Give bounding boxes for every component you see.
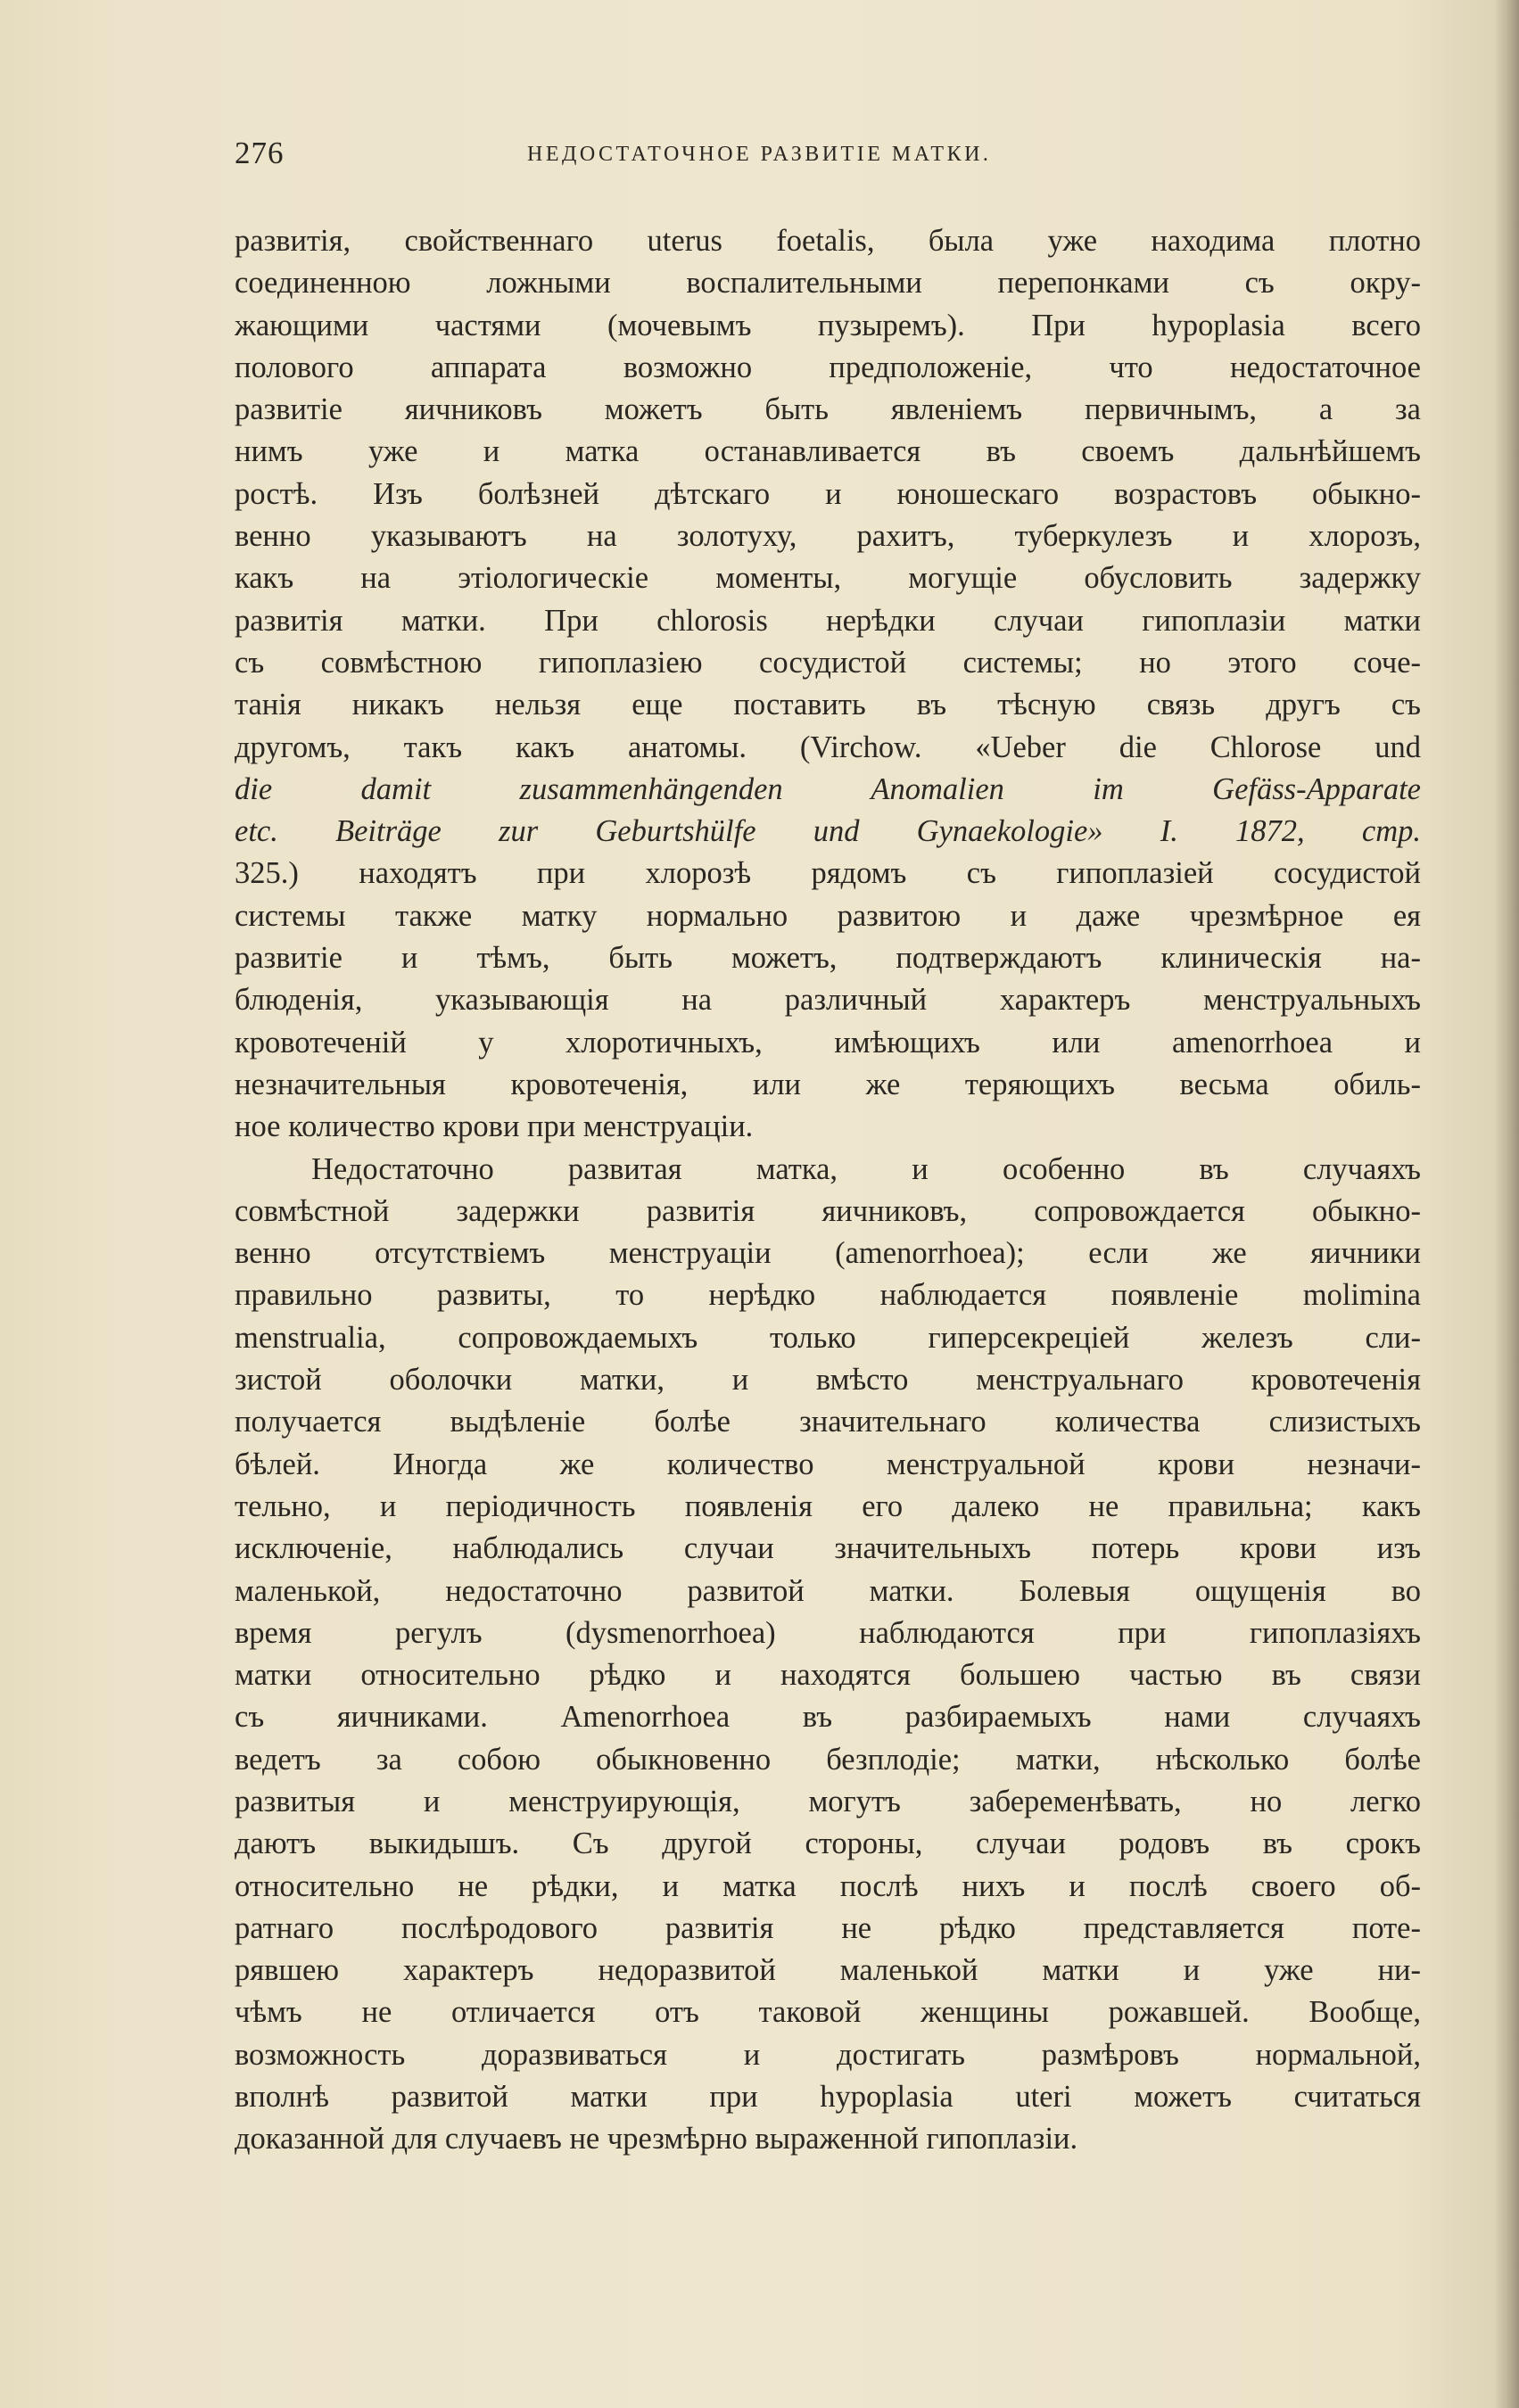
text-line: ное количество крови при менструаціи. bbox=[235, 1109, 754, 1144]
text-line: ростѣ. Изъ болѣзней дѣтскаго и юношескаго возрастовъ обыкно- bbox=[235, 476, 1421, 511]
text-line: получается выдѣленіе болѣе значительнаго количества слизистыхъ bbox=[235, 1405, 1421, 1439]
text-line: вполнѣ развитой матки при hypoplasia uteri можетъ считаться bbox=[235, 2080, 1421, 2115]
page-edge-shadow bbox=[1494, 0, 1519, 2408]
text-line: незначительныя кровотеченія, или же теряющихъ весьма обиль- bbox=[235, 1067, 1421, 1101]
text-line: доказанной для случаевъ не чрезмѣрно выраженной гипоплазіи. bbox=[235, 2122, 1078, 2156]
text-line: полового аппарата возможно предположеніе, что недостаточное bbox=[235, 350, 1421, 384]
text-line: развитія, свойственнаго uterus foetalis, была уже находима плотно bbox=[235, 224, 1421, 258]
running-head bbox=[235, 136, 1421, 180]
text-line: соединенною ложными воспалительными перепонками съ окру- bbox=[235, 266, 1421, 301]
text-line: развитіе яичниковъ можетъ быть явленіемъ первичнымъ, а за bbox=[235, 392, 1421, 427]
text-line: даютъ выкидышъ. Съ другой стороны, случаи родовъ въ срокъ bbox=[235, 1827, 1421, 1861]
text-line: die damit zusammenhängenden Anomalien im Gefäss-Apparate bbox=[235, 771, 1421, 806]
text-line: возможность доразвиваться и достигать размѣровъ нормальной, bbox=[235, 2037, 1421, 2072]
text-line: блюденія, указывающія на различный характеръ менструальныхъ bbox=[235, 983, 1421, 1018]
text-line: другомъ, такъ какъ анатомы. (Virchow. «Ueber die Chlorose und bbox=[235, 730, 1421, 764]
body-text bbox=[235, 220, 1421, 2161]
text-line: танія никакъ нельзя еще поставить въ тѣсную связь другъ съ bbox=[235, 688, 1421, 722]
text-line: чѣмъ не отличается отъ таковой женщины рожавшей. Вообще, bbox=[235, 1995, 1421, 2030]
text-line: 325.) находятъ при хлорозѣ рядомъ съ гипоплазіей сосудистой bbox=[235, 856, 1421, 891]
text-line: время регулъ (dysmenorrhoea) наблюдаются при гипоплазіяхъ bbox=[235, 1615, 1421, 1650]
text-line: развитыя и менструирующія, могутъ забеременѣвать, но легко bbox=[235, 1784, 1421, 1818]
text-line: съ яичниками. Amenorrhoea въ разбираемыхъ нами случаяхъ bbox=[235, 1700, 1421, 1735]
text-line: жающими частями (мочевымъ пузыремъ). При hypoplasia всего bbox=[235, 308, 1421, 342]
text-line: бѣлей. Иногда же количество менструальной крови незначи- bbox=[235, 1447, 1421, 1481]
text-line: совмѣстной задержки развитія яичниковъ, сопровождается обыкно- bbox=[235, 1193, 1421, 1228]
text-line: системы также матку нормально развитою и даже чрезмѣрное ея bbox=[235, 898, 1421, 933]
text-line: съ совмѣстною гипоплазіею сосудистой системы; но этого соче- bbox=[235, 645, 1421, 680]
text-line: развитія матки. При chlorosis нерѣдки случаи гипоплазіи матки bbox=[235, 603, 1421, 638]
text-line: рявшею характеръ недоразвитой маленькой матки и уже ни- bbox=[235, 1953, 1421, 1988]
text-line: относительно не рѣдки, и матка послѣ нихъ и послѣ своего об- bbox=[235, 1868, 1421, 1903]
text-line: Недостаточно развитая матка, и особенно въ случаяхъ bbox=[311, 1151, 1421, 1186]
text-line: какъ на этіологическіе моменты, могущіе обусловить задержку bbox=[235, 561, 1421, 596]
text-line: развитіе и тѣмъ, быть можетъ, подтверждаютъ клиническія на- bbox=[235, 941, 1421, 976]
paragraph bbox=[235, 1149, 1421, 2161]
text-line: menstrualia, сопровождаемыхъ только гиперсекреціей железъ сли- bbox=[235, 1320, 1421, 1355]
text-line: венно отсутствіемъ менструаціи (amenorrhoea); если же яичники bbox=[235, 1236, 1421, 1271]
text-line: венно указываютъ на золотуху, рахитъ, туберкулезъ и хлорозъ, bbox=[235, 519, 1421, 554]
text-line: зистой оболочки матки, и вмѣсто менструальнаго кровотеченія bbox=[235, 1363, 1421, 1398]
text-line: тельно, и періодичность появленія его далеко не правильна; какъ bbox=[235, 1489, 1421, 1523]
text-line: правильно развиты, то нерѣдко наблюдается появленіе molimina bbox=[235, 1278, 1421, 1313]
text-line: кровотеченій у хлоротичныхъ, имѣющихъ или amenorrhoea и bbox=[235, 1025, 1421, 1060]
text-line: нимъ уже и матка останавливается въ своемъ дальнѣйшемъ bbox=[235, 434, 1421, 469]
text-line: etc. Beiträge zur Geburtshülfe und Gynaekologie» I. 1872, стр. bbox=[235, 814, 1421, 849]
text-line: ратнаго послѣродового развитія не рѣдко представляется поте- bbox=[235, 1910, 1421, 1945]
text-line: матки относительно рѣдко и находятся большею частью въ связи bbox=[235, 1658, 1421, 1693]
running-title: НЕДОСТАТОЧНОЕ РАЗВИТІЕ МАТКИ. bbox=[527, 143, 992, 166]
text-line: ведетъ за собою обыкновенно безплодіе; матки, нѣсколько болѣе bbox=[235, 1742, 1421, 1777]
page-number: 276 bbox=[235, 136, 285, 170]
text-line: исключеніе, наблюдались случаи значительныхъ потерь крови изъ bbox=[235, 1531, 1421, 1566]
text-line: маленькой, недостаточно развитой матки. Болевыя ощущенія во bbox=[235, 1573, 1421, 1608]
paragraph bbox=[235, 220, 1421, 1149]
